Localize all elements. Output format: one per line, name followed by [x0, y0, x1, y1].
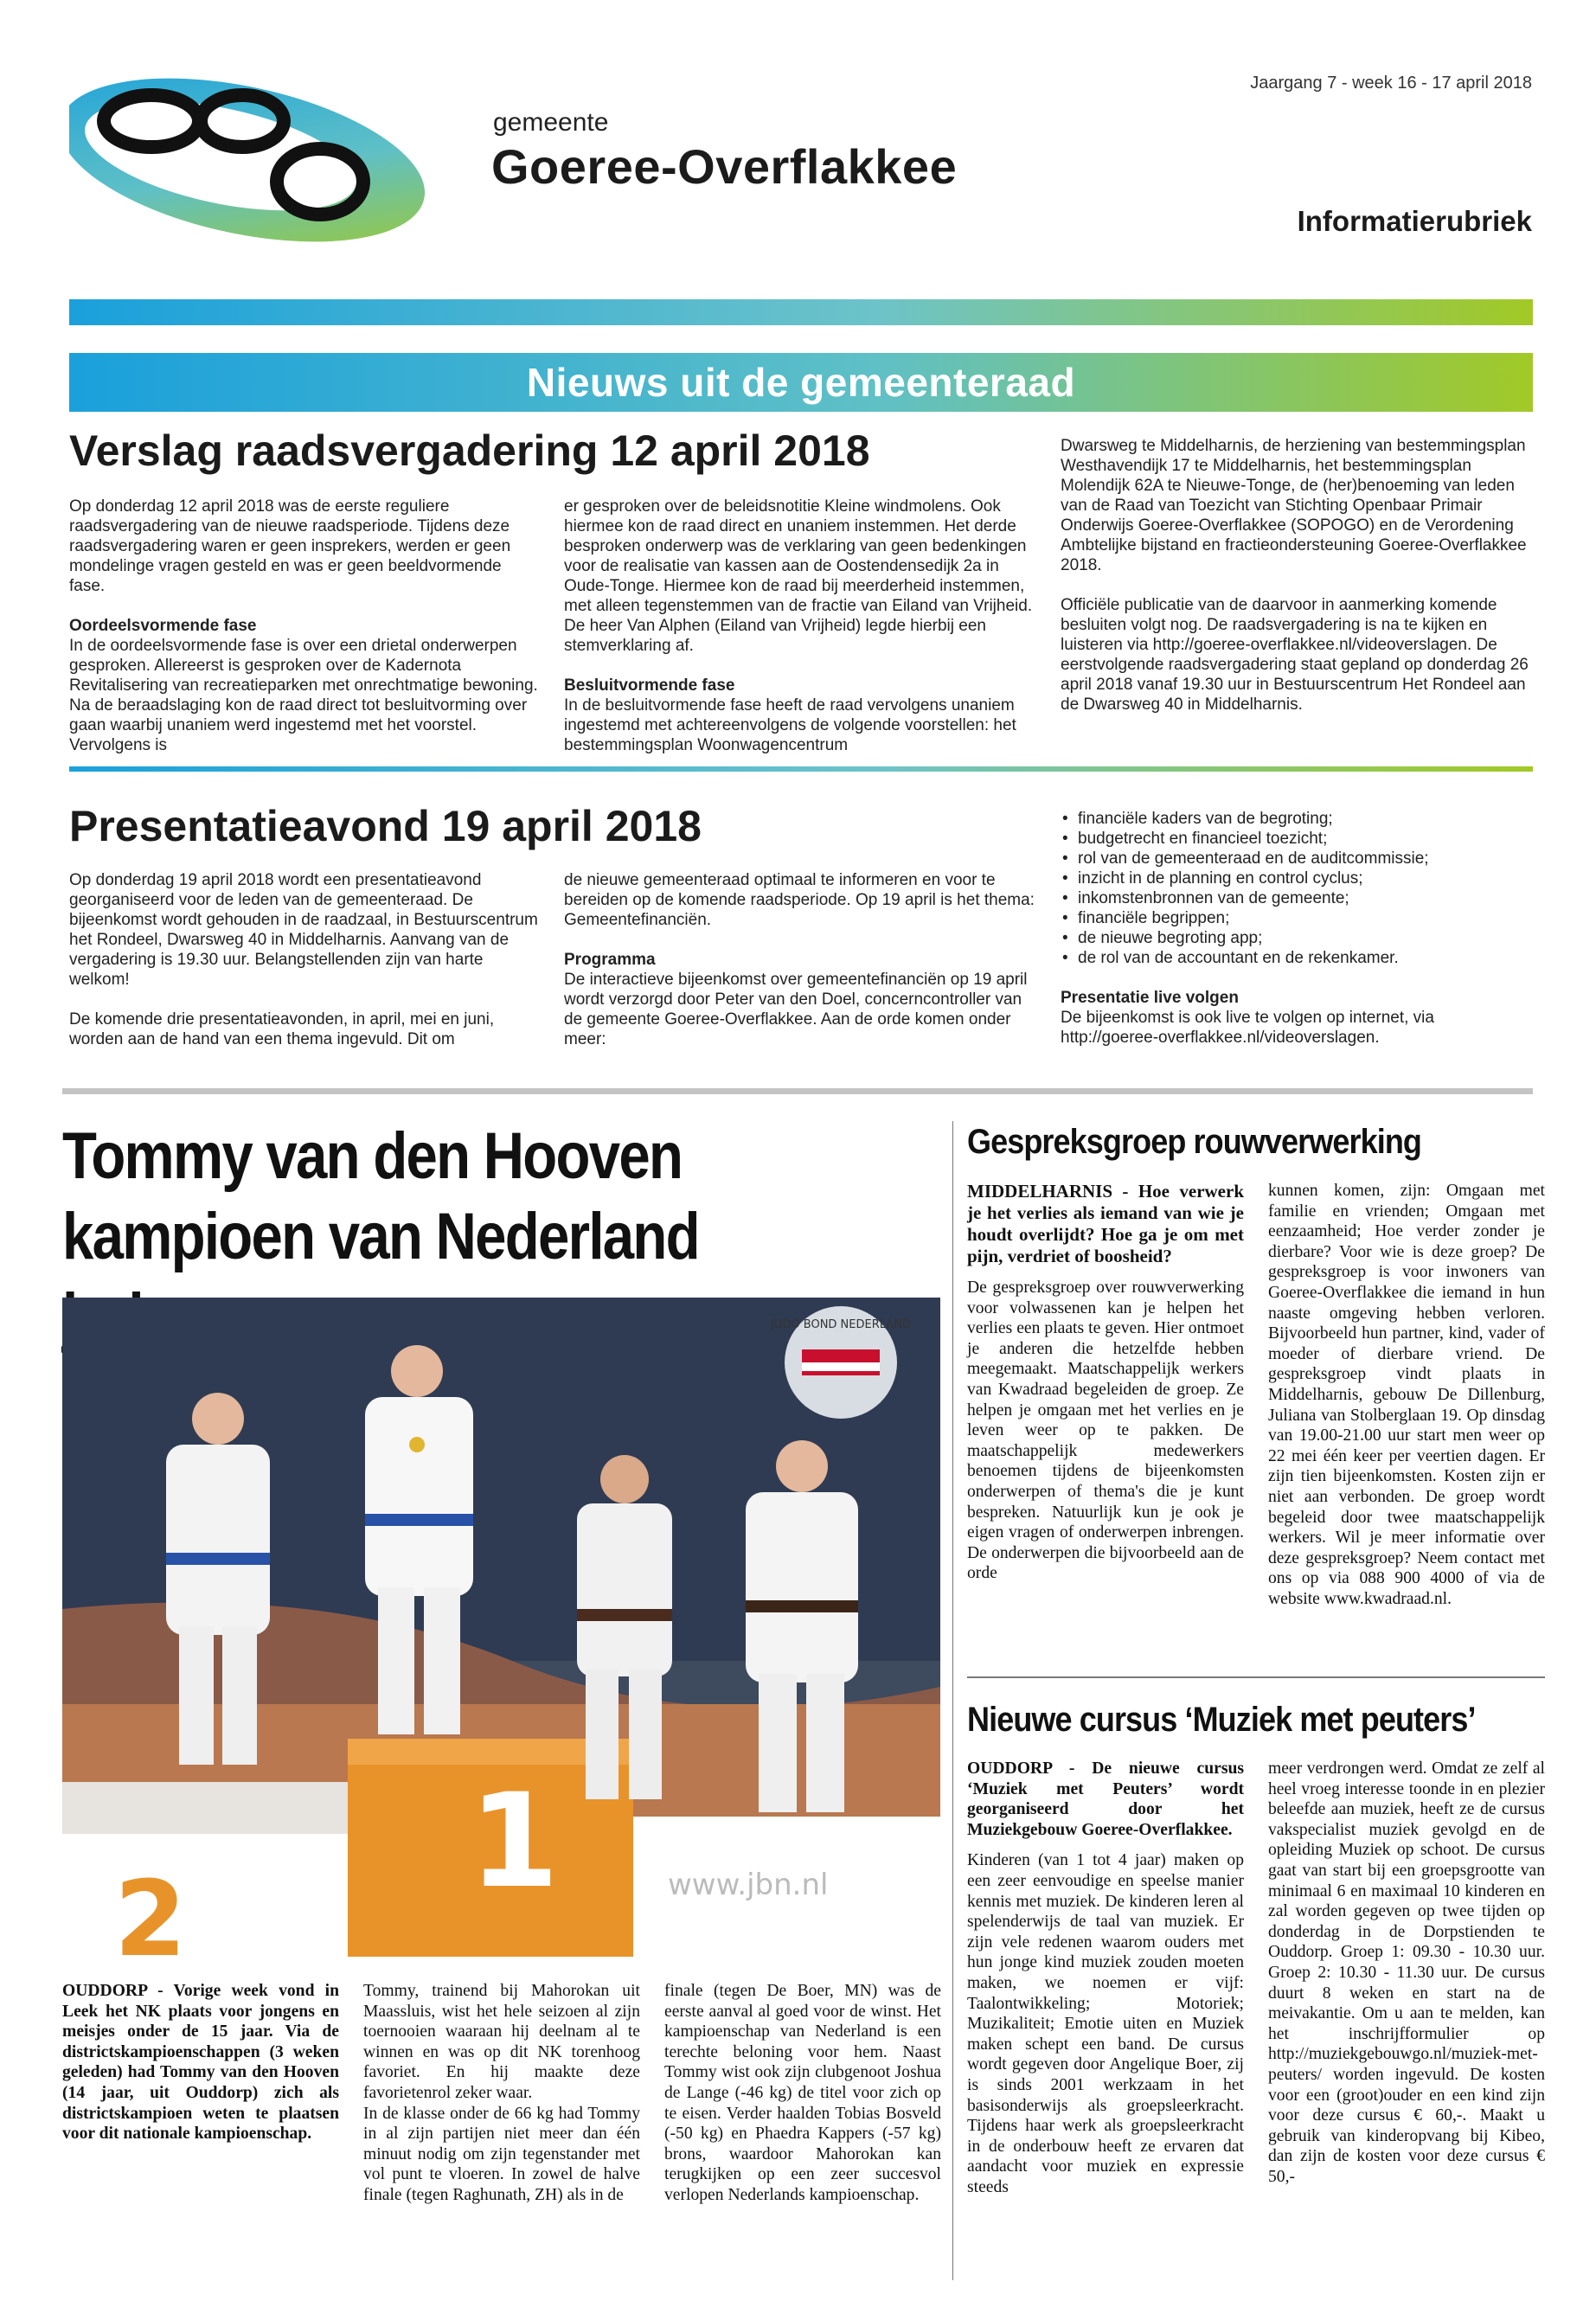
subheading: Programma — [564, 951, 656, 969]
column-rule — [952, 1121, 953, 2280]
judo-column-3 — [664, 1981, 941, 2206]
section-divider — [69, 766, 1533, 772]
brand-small: gemeente — [493, 108, 609, 137]
rouw-column-1 — [967, 1181, 1244, 1584]
municipality-logo — [69, 74, 450, 251]
article-title: Verslag raadsvergadering 12 april 2018 — [69, 426, 870, 475]
paragraph: De interactieve bijeenkomst over gemeentefinanciën op 19 april wordt verzorgd door Peter van den Doel, concerncontroller van de gemeente Goeree-Overflakkee. Aan de orde komen onder meer: — [564, 971, 1028, 1048]
paragraph: De gespreksgroep over rouwverwerking voor volwassenen kan je helpen het verlies een plaats te geven. Hier ontmoet je anderen die hetzelfde hebben meegemaakt. Maatschappelijk werkers van Kwadraad begeleiden de groep. Ze helpen je omgaan met het verlies en je leven weer op te pakken. De maatschappelijk medewerkers benoemen tijdens de bijeenkomsten onderwerpen of thema's die je kunt bespreken. Natuurlijk kun je ook je eigen vragen of onderwerpen inbrengen. De onderwerpen die bijvoorbeeld aan de orde — [967, 1279, 1244, 1583]
muziek-column-1 — [967, 1759, 1244, 2197]
paragraph: In de besluitvormende fase heeft de raad vervolgens unaniem ingestemd met achtereenvolgens de volgende voorstellen: het bestemmingsplan Woonwagencentrum — [564, 696, 1016, 754]
lead-paragraph: OUDDORP - Vorige week vond in Leek het NK plaats voor jongens en meisjes onder de 15 jaar. Via de districtskampioenschappen (3 weken geleden) had Tommy van den Hooven (14 jaar, uit Ouddorp) zich als districtskampioen weten te plaatsen voor dit nationale kampioenschap. — [62, 1982, 339, 2144]
paragraph: Dwarsweg te Middelharnis, de herziening van bestemmingsplan Westhavendijk 17 te Middelharnis, het bestemmingsplan Molendijk 62A te Nieuwe-Tonge, de (her)benoeming van leden van de Raad van Toezicht van Stichting Openbaar Primair Onderwijs Goeree-Overflakkee (SOPOGO) en de Verordening Ambtelijke bijstand en fractieondersteuning Goeree-Overflakkee 2018. — [1061, 437, 1527, 574]
issue-info: Jaargang 7 - week 16 - 17 april 2018 — [1250, 74, 1532, 93]
topic-list — [1061, 809, 1532, 968]
rouw-title: Gespreksgroep rouwverwerking — [967, 1123, 1421, 1161]
muziek-column-2 — [1268, 1759, 1545, 2187]
gradient-bar — [69, 299, 1533, 325]
lead-paragraph: OUDDORP - De nieuwe cursus ‘Muziek met Peuters’ wordt georganiseerd door het Muziekgebouw Goeree-Overflakkee. — [967, 1759, 1244, 1839]
paragraph: de nieuwe gemeenteraad optimaal te informeren en voor te bereiden op de komende raadsperiode. Op 19 april is het thema: Gemeentefinanciën. — [564, 871, 1035, 929]
paragraph: In de klasse onder de 66 kg had Tommy in al zijn partijen niet meer dan één minuut nodig om zijn tegenstander met vol punt te vloeren. In zowel de halve finale (tegen Raghunath, ZH) als in de — [363, 2104, 640, 2204]
rouw-column-2 — [1268, 1181, 1545, 1609]
subheading: Presentatie live volgen — [1061, 989, 1239, 1007]
list-item: • inkomstenbronnen van de gemeente; — [1061, 888, 1532, 908]
headline-line: Tommy van den Hooven — [62, 1119, 683, 1193]
list-item: • de rol van de accountant en de rekenkamer. — [1061, 948, 1532, 968]
paragraph: Officiële publicatie van de daarvoor in aanmerking komende besluiten volgt nog. De raadsvergadering is na te kijken en luisteren via http://goeree-overflakkee.nl/videoverslagen. De eerstvolgende raadsvergadering staat gepland op donderdag 26 april 2018 vanaf 19.30 uur in Bestuurscentrum Het Rondeel aan de Dwarsweg 40 in Middelharnis. — [1061, 596, 1529, 714]
svg-text:1: 1 — [469, 1766, 560, 1917]
list-item: • inzicht in de planning en control cyclus; — [1061, 868, 1532, 888]
article-title: Presentatieavond 19 april 2018 — [69, 802, 702, 850]
article-column-1 — [69, 497, 541, 775]
section-title: Nieuws uit de gemeenteraad — [526, 360, 1076, 405]
paragraph: Op donderdag 12 april 2018 was de eerste reguliere raadsvergadering van de nieuwe raadsperiode. Tijdens deze raadsvergadering waren er geen insprekers, werden er geen mondelinge vragen gesteld en was er geen beeldvormende fase. — [69, 497, 511, 595]
article-column-3 — [1061, 809, 1532, 1067]
article-column-2 — [564, 870, 1035, 1069]
list-item: • rol van de gemeenteraad en de auditcommissie; — [1061, 849, 1532, 868]
muziek-title: Nieuwe cursus ‘Muziek met peuters’ — [967, 1701, 1476, 1739]
svg-text:2: 2 — [114, 1860, 187, 1957]
judo-column-2 — [363, 1981, 640, 2206]
page-divider — [62, 1088, 1533, 1094]
judo-podium-photo — [62, 1298, 940, 1957]
headline-line: kampioen van Nederland — [62, 1200, 699, 1273]
section-label: Informatierubriek — [1297, 205, 1532, 237]
paragraph: In de oordeelsvormende fase is over een drietal onderwerpen gesproken. Allereerst is gesproken over de Kadernota Revitalisering van recreatieparken met onrechtmatige bewoning. Na de beraadslaging kon de raad direct tot besluitvorming over gaan waarbij unaniem werd ingestemd met het voorstel. Vervolgens is — [69, 637, 538, 754]
subheading: Oordeelsvormende fase — [69, 617, 257, 635]
paragraph: meer verdrongen werd. Omdat ze zelf al heel vroeg interesse toonde in en plezier beleefde aan muziek, heeft ze de cursus vakspecialist muziek gevolgd en de opleiding Muziek op schoot. De cursus gaat van start bij een groepsgrootte van minimaal 6 en maximaal 10 kinderen en zal worden gegeven op twee tijden op donderdag in de Dorpstienden te Ouddorp. Groep 1: 09.30 - 10.30 uur. Groep 2: 10.30 - 11.30 uur. De cursus duurt 8 weken en start na de meivakantie. Om u aan te melden, kan het inschrijfformulier op http://muziekgebouwgo.nl/muziek-met-peuters/ worden ingevuld. De kosten voor een (groot)ouder en een kind zijn voor deze cursus € 60,-. Maakt u gebruik van kinderopvang bij Kibeo, dan zijn de kosten voor deze cursus € 50,- — [1268, 1759, 1545, 2186]
article-column-1 — [69, 870, 541, 1069]
list-item: • financiële kaders van de begroting; — [1061, 809, 1532, 829]
article-column-3 — [1061, 436, 1532, 734]
list-item: • de nieuwe begroting app; — [1061, 928, 1532, 948]
article-column-2 — [564, 497, 1035, 775]
paragraph: De komende drie presentatieavonden, in april, mei en juni, worden aan de hand van een thema ingevuld. Dit om — [69, 1010, 495, 1048]
paragraph: finale (tegen De Boer, MN) was de eerste aanval al goed voor de winst. Het kampioenschap van Nederland is een terechte beloning voor hem. Naast Tommy wist ook zijn clubgenoot Joshua de Lange (-46 kg) de titel voor zich op te eisen. Verder haalden Tobias Bosveld (-50 kg) en Phaedra Kappers (-57 kg) brons, waardoor Mahorokan kan terugkijken op een zeer succesvol verlopen Nederlands kampioenschap. — [664, 1982, 941, 2204]
subheading: Besluitvormende fase — [564, 676, 735, 695]
article-rule — [967, 1676, 1545, 1678]
paragraph: kunnen komen, zijn: Omgaan met familie en vrienden; Omgaan met eenzaamheid; Hoe verder zonder je dierbare? Voor wie is deze groep? De gespreksgroep is voor inwoners van Goeree-Overflakkee die iemand in hun naaste omgeving hebben verloren. Bijvoorbeeld hun partner, kind, vader of moeder of dierbare vriend. De gespreksgroep vindt plaats in Middelharnis, gebouw De Dillenburg, Juliana van Stolberglaan 19. Op dinsdag van 19.00-21.00 uur start men weer op 22 mei één keer per veertien dagen. Er zijn tien bijeenkomsten. Kosten zijn er niet aan verbonden. De groep wordt begeleid door twee maatschappelijk werkers. Wil je meer informatie over deze gespreksgroep? Neem contact met ons op via 088 900 4000 of via de website www.kwadraad.nl. — [1268, 1182, 1545, 1608]
badge-text: JUDO BOND NEDERLAND — [771, 1318, 911, 1331]
paragraph: er gesproken over de beleidsnotitie Kleine windmolens. Ook hiermee kon de raad direct en unaniem instemmen. Het derde besproken onderwerp was de verklaring van geen bedenkingen voor de realisatie van kassen aan de Oostendensedijk 2a in Oude-Tonge. Hiermee kon de raad bij meerderheid instemmen, met alleen tegenstemmen van de fractie van Eiland van Vrijheid. De heer Van Alphen (Eiland van Vrijheid) legde hierbij een stemverklaring af. — [564, 497, 1033, 655]
list-item: • financiële begrippen; — [1061, 908, 1532, 928]
lead-paragraph: MIDDELHARNIS - Hoe verwerk je het verlies als iemand van wie je houdt overlijdt? Hoe ga je om met pijn, verdriet of boosheid? — [967, 1181, 1244, 1266]
paragraph: Op donderdag 19 april 2018 wordt een presentatieavond georganiseerd voor de leden van de gemeenteraad. De bijeenkomst wordt gehouden in de raadzaal, in Bestuurscentrum het Rondeel, Dwarsweg 40 in Middelharnis. Aanvang van de vergadering is 19.30 uur. Belangstellenden zijn van harte welkom! — [69, 871, 538, 989]
judo-column-1 — [62, 1981, 339, 2144]
paragraph: Tommy, trainend bij Mahorokan uit Maassluis, wist het hele seizoen al zijn toernooien waaraan hij deelnam al te winnen en was op dit NK torenhoog favoriet. En hij maakte deze favorietenrol zeker waar. — [363, 1982, 640, 2102]
paragraph: De bijeenkomst is ook live te volgen op internet, via http://goeree-overflakkee.nl/videoverslagen. — [1061, 1009, 1434, 1047]
list-item: • budgetrecht en financieel toezicht; — [1061, 829, 1532, 849]
podium-text: www.jbn.nl — [668, 1868, 829, 1902]
paragraph: Kinderen (van 1 tot 4 jaar) maken op een zeer eenvoudige en speelse manier kennis met muziek. De kinderen leren al spelenderwijs de taal van muziek. Er zijn vele redenen waarom ouders met hun jonge kind muziek zouden moeten maken, we noemen er vijf: Taalontwikkeling; Motoriek; Muzikaliteit; Emotie uiten en Muziek maken schept een band. De cursus wordt gegeven door Angelique Boer, zij is sinds 2001 werkzaam in het basisonderwijs als groepsleerkracht. Tijdens haar werk als groepsleerkracht in de onderbouw heeft ze ervaren dat aandacht voor muziek en expressie steeds — [967, 1851, 1244, 2196]
brand-title: Goeree-Overflakkee — [491, 139, 958, 194]
